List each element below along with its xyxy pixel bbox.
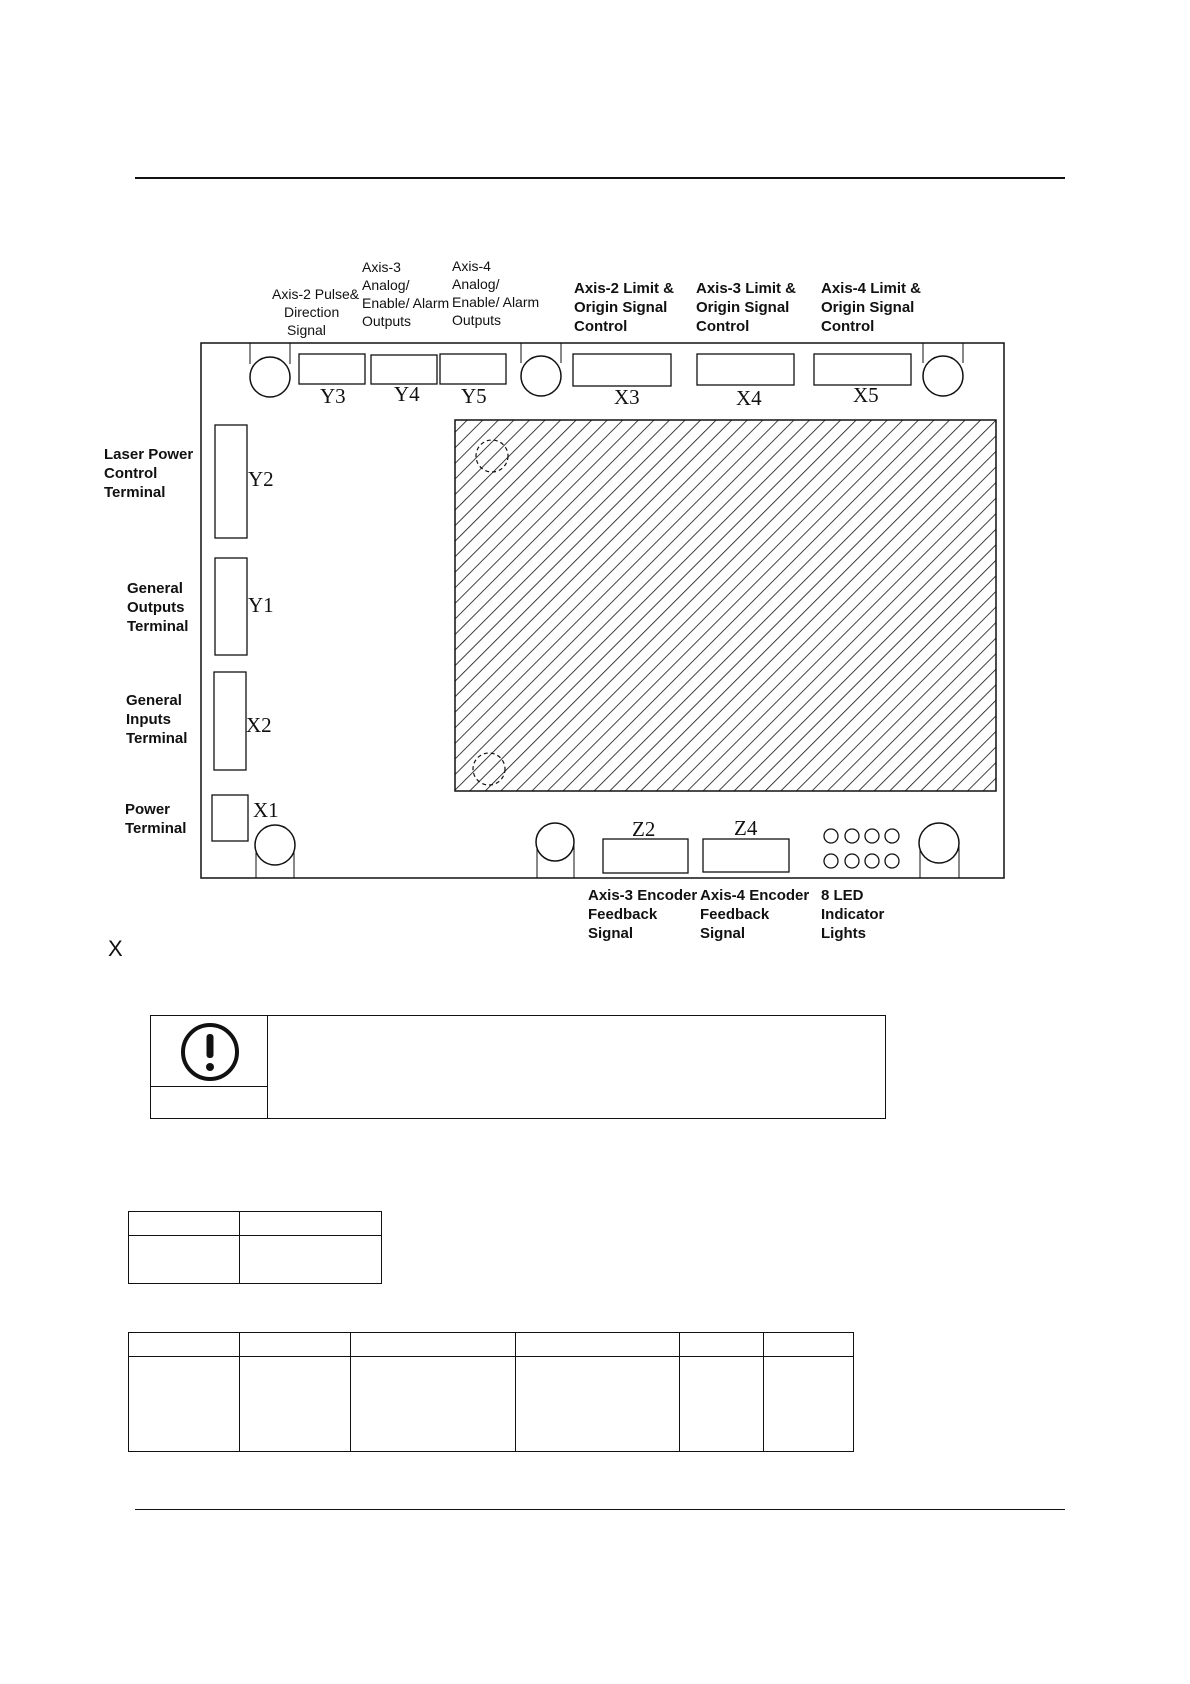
svg-text:Indicator: Indicator	[821, 906, 885, 923]
svg-text:Analog/: Analog/	[362, 277, 410, 293]
callout-axis4-encoder	[700, 887, 809, 942]
svg-text:Control: Control	[104, 465, 158, 482]
callout-power	[125, 801, 186, 837]
main-module	[455, 420, 996, 791]
svg-text:Signal: Signal	[700, 925, 746, 942]
label-y3: Y3	[320, 384, 346, 408]
exclamation-circle-icon	[180, 1022, 240, 1082]
svg-text:Outputs: Outputs	[452, 312, 502, 328]
svg-text:Outputs: Outputs	[362, 313, 412, 329]
connector-z4	[703, 839, 789, 872]
connector-y4	[371, 355, 437, 384]
spec-table-wide	[128, 1332, 854, 1452]
svg-text:Control: Control	[821, 318, 875, 335]
led-5	[824, 854, 838, 868]
callout-axis3-analog	[362, 259, 449, 329]
table-cell	[351, 1357, 516, 1452]
connector-y2	[215, 425, 247, 538]
connector-x1	[212, 795, 248, 841]
svg-text:Signal: Signal	[588, 925, 634, 942]
table-cell	[129, 1236, 240, 1284]
svg-text:Terminal: Terminal	[126, 730, 188, 747]
svg-text:Origin Signal: Origin Signal	[821, 299, 915, 316]
connector-x2	[214, 672, 246, 770]
connector-y1	[215, 558, 247, 655]
table-cell	[680, 1357, 764, 1452]
svg-text:Axis-4: Axis-4	[452, 258, 491, 274]
table-cell	[516, 1333, 680, 1357]
table-cell	[129, 1212, 240, 1236]
svg-text:Axis-2 Pulse&: Axis-2 Pulse&	[272, 286, 360, 302]
table-row	[129, 1212, 382, 1236]
table-row	[129, 1357, 854, 1452]
table-row	[129, 1236, 382, 1284]
callout-axis3-limit	[696, 280, 796, 335]
table-cell	[240, 1212, 382, 1236]
led-8	[885, 854, 899, 868]
svg-text:Axis-2 Limit &: Axis-2 Limit &	[574, 280, 675, 297]
table-cell	[240, 1236, 382, 1284]
svg-text:Inputs: Inputs	[126, 711, 171, 728]
svg-text:Axis-3: Axis-3	[362, 259, 401, 275]
callout-axis2-pulse	[272, 286, 360, 338]
connector-x3	[573, 354, 671, 386]
callout-general-outputs	[127, 580, 188, 635]
svg-text:Axis-4 Encoder: Axis-4 Encoder	[700, 887, 810, 904]
callout-axis4-limit	[821, 280, 921, 335]
svg-text:Axis-3 Limit &: Axis-3 Limit &	[696, 280, 797, 297]
callout-general-inputs	[126, 692, 187, 747]
callout-axis3-encoder	[588, 887, 697, 942]
mounting-hole-bottom-middle	[536, 823, 574, 878]
led-7	[865, 854, 879, 868]
connector-z2	[603, 839, 688, 873]
svg-text:Laser Power: Laser Power	[104, 446, 194, 463]
notice-icon-divider	[151, 1086, 267, 1087]
callout-axis4-analog	[452, 258, 539, 328]
label-x5: X5	[853, 383, 879, 407]
table-cell	[764, 1357, 854, 1452]
led-indicators	[824, 829, 899, 868]
led-1	[824, 829, 838, 843]
footer-rule	[135, 1509, 1065, 1510]
label-z4: Z4	[734, 816, 758, 840]
svg-text:Lights: Lights	[821, 925, 866, 942]
mounting-hole-top-middle	[521, 343, 561, 396]
callout-led	[821, 887, 885, 942]
svg-text:Analog/: Analog/	[452, 276, 500, 292]
label-x3: X3	[614, 385, 640, 409]
label-y5: Y5	[461, 384, 487, 408]
label-x4: X4	[736, 386, 762, 410]
label-y4: Y4	[394, 382, 420, 406]
svg-text:Enable/ Alarm: Enable/ Alarm	[452, 294, 540, 310]
table-cell	[680, 1333, 764, 1357]
connector-y5	[440, 354, 506, 384]
svg-text:Direction: Direction	[284, 304, 340, 320]
spec-table-small	[128, 1211, 382, 1284]
svg-text:Terminal: Terminal	[125, 820, 187, 837]
table-cell	[240, 1357, 351, 1452]
connector-x5	[814, 354, 911, 385]
svg-text:General: General	[126, 692, 182, 709]
svg-text:Control: Control	[696, 318, 750, 335]
mounting-hole-top-left	[250, 343, 290, 397]
svg-text:Signal: Signal	[287, 322, 326, 338]
svg-text:Axis-3 Encoder: Axis-3 Encoder	[588, 887, 698, 904]
mounting-hole-bottom-left	[255, 825, 295, 878]
label-y1: Y1	[248, 593, 274, 617]
label-x2: X2	[246, 713, 272, 737]
led-2	[845, 829, 859, 843]
svg-text:Enable/ Alarm: Enable/ Alarm	[362, 295, 450, 311]
svg-text:Terminal: Terminal	[127, 618, 189, 635]
notice-box	[150, 1015, 886, 1119]
svg-text:8 LED: 8 LED	[821, 887, 864, 904]
svg-text:Axis-4 Limit &: Axis-4 Limit &	[821, 280, 922, 297]
label-z2: Z2	[632, 817, 656, 841]
table-cell	[764, 1333, 854, 1357]
mounting-hole-top-right	[923, 343, 963, 396]
table-cell	[516, 1357, 680, 1452]
table-cell	[351, 1333, 516, 1357]
led-3	[865, 829, 879, 843]
svg-text:Outputs: Outputs	[127, 599, 185, 616]
led-4	[885, 829, 899, 843]
svg-text:Power: Power	[125, 801, 171, 818]
connector-x4	[697, 354, 794, 385]
label-x1: X1	[253, 798, 279, 822]
svg-text:Origin Signal: Origin Signal	[574, 299, 668, 316]
corner-mark: X	[108, 936, 123, 961]
svg-text:Feedback: Feedback	[588, 906, 658, 923]
callout-axis2-limit	[574, 280, 674, 335]
connector-y3	[299, 354, 365, 384]
svg-text:Control: Control	[574, 318, 628, 335]
svg-text:Origin Signal: Origin Signal	[696, 299, 790, 316]
led-6	[845, 854, 859, 868]
callout-laser-power	[104, 446, 193, 501]
table-cell	[129, 1333, 240, 1357]
table-cell	[240, 1333, 351, 1357]
svg-text:General: General	[127, 580, 183, 597]
notice-icon-cell	[151, 1016, 268, 1118]
table-cell	[129, 1357, 240, 1452]
svg-text:Terminal: Terminal	[104, 484, 166, 501]
label-y2: Y2	[248, 467, 274, 491]
table-row	[129, 1333, 854, 1357]
svg-text:Feedback: Feedback	[700, 906, 770, 923]
mounting-hole-bottom-right	[919, 823, 959, 878]
